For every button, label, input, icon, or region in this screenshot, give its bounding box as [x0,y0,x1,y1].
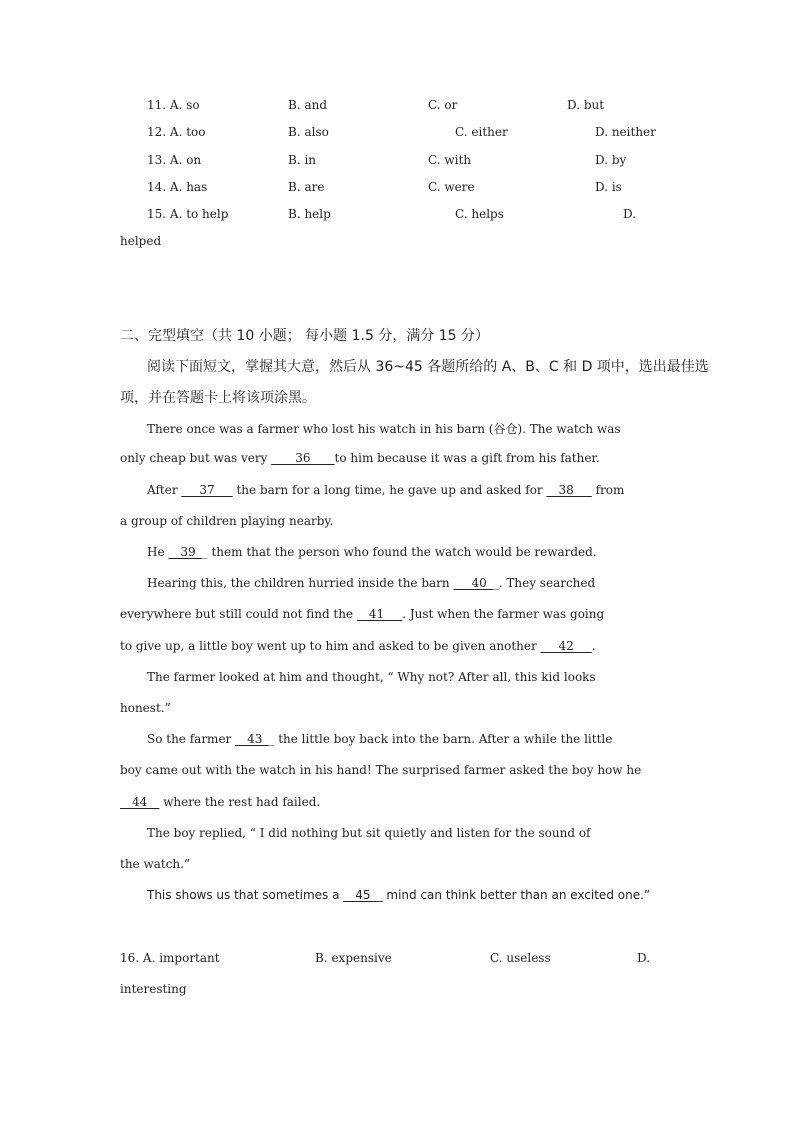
blank-41: __41___ [356,607,403,621]
q16-option-b: B. expensive [315,951,392,965]
q12-option-a: 12. A. too [147,125,206,139]
text: where the rest had failed. [159,795,321,809]
passage-line: There once was a farmer who lost his watch in his barn (谷仓). The watch was [147,422,621,436]
blank-39: __39_ [168,545,202,559]
text: After [147,483,182,497]
q13-option-a: 13. A. on [147,153,202,167]
text: the barn for a long time, he gave up and asked for [232,483,547,497]
text: He [147,545,169,559]
passage-line: The farmer looked at him and thought, “ Why not? After all, this kid looks [147,670,596,684]
blank-43: __43_ [235,732,269,746]
q11-option-a: 11. A. so [147,98,200,112]
section-title: 二、完型填空（共 10 小题； 每小题 1.5 分，满分 15 分） [120,328,490,344]
q15-option-b: B. help [288,207,331,221]
text: _. They searched [492,576,596,590]
q14-option-b: B. are [288,180,325,194]
passage-line: The boy replied, “ I did nothing but sit quietly and listen for the sound of [147,826,591,840]
text: only cheap but was very [120,451,272,465]
text: . [591,639,596,653]
q14-option-c: C. were [428,180,475,194]
blank-40: ___40_ [453,576,493,590]
q15-option-d: D. [623,207,637,221]
passage-line: honest.” [120,701,171,715]
text: This shows us that sometimes a [147,888,344,902]
blank-36: ____36____ [271,451,335,465]
text: from [591,483,625,497]
q16-option-d: D. [637,951,651,965]
instructions-line-1: 阅读下面短文，掌握其大意，然后从 36~45 各题所给的 A、B、C 和 D 项中，选出最佳选 [147,359,709,375]
q11-option-d: D. but [567,98,605,112]
passage-line [147,545,597,559]
blank-45: __45_ [343,888,377,902]
q13-option-c: C. with [428,153,472,167]
text: So the farmer [147,732,236,746]
q13-option-d: D. by [595,153,627,167]
blank-44: __44__ [120,795,160,809]
q14-option-d: D. is [595,180,622,194]
q11-option-b: B. and [288,98,328,112]
passage-line: the watch.” [120,857,191,871]
passage-line [147,732,612,746]
q13-option-b: B. in [288,153,317,167]
q16-option-d-text: interesting [120,982,187,996]
text: _ the little boy back into the barn. After a while the little [268,732,613,746]
passage-line [120,607,604,621]
q15-option-d-text: helped [120,234,162,248]
q12-option-c: C. either [455,125,508,139]
text: Hearing this, the children hurried inside the barn [147,576,454,590]
q12-option-d: D. neither [595,125,656,139]
passage-line [120,451,600,465]
passage-line [120,639,596,653]
q12-option-b: B. also [288,125,329,139]
text: to him because it was a gift from his father. [334,451,600,465]
text: to give up, a little boy went up to him and asked to be given another [120,639,541,653]
q14-option-a: 14. A. has [147,180,208,194]
instructions-line-2: 项，并在答题卡上将该项涂黑。 [120,390,316,406]
passage-line: a group of children playing nearby. [120,514,334,528]
text: _ them that the person who found the watch would be rewarded. [201,545,597,559]
blank-42: ___42___ [540,639,592,653]
q15-option-c: C. helps [455,207,504,221]
q16-option-a: 16. A. important [120,951,220,965]
passage-line [147,576,595,590]
q15-option-a: 15. A. to help [147,207,229,221]
passage-line [147,483,624,497]
text: . Just when the farmer was going [402,607,605,621]
passage-line: boy came out with the watch in his hand! The surprised farmer asked the boy how he [120,763,642,777]
passage-line [120,795,320,809]
text: _ mind can think better than an excited one.” [376,888,651,902]
blank-37: ___37___ [181,483,233,497]
q16-option-c: C. useless [490,951,551,965]
q11-option-c: C. or [428,98,458,112]
passage-line [147,888,650,902]
blank-38: __38___ [546,483,592,497]
text: everywhere but still could not find the [120,607,357,621]
